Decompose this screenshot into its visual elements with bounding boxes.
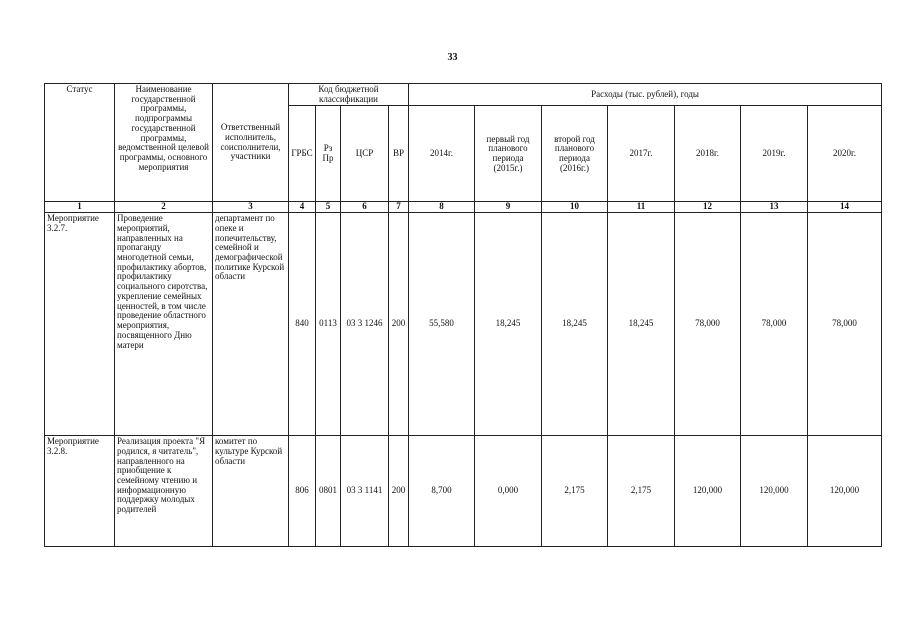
row-vr: 200: [389, 213, 409, 436]
row-value-2016: 2,175: [542, 436, 608, 547]
column-number: 11: [608, 202, 675, 213]
row-value-2014: 55,580: [409, 213, 475, 436]
header-csr: ЦСР: [341, 106, 389, 202]
row-name: Реализация проекта "Я родился, я читатель", направленного на приобщение к семейному чтению и информационную поддержку молодых родителей: [115, 436, 213, 547]
row-value-2018: 78,000: [675, 213, 741, 436]
header-vr: ВР: [389, 106, 409, 202]
header-grbs: ГРБС: [289, 106, 316, 202]
column-number: 12: [675, 202, 741, 213]
header-responsible: Ответственный исполнитель, соисполнители, участники: [213, 84, 289, 202]
row-status: Мероприятие 3.2.8.: [45, 436, 115, 547]
column-number: 14: [808, 202, 882, 213]
row-responsible: департамент по опеке и попечительству, семейной и демографической политике Курской области: [213, 213, 289, 436]
column-number: 13: [741, 202, 808, 213]
row-responsible: комитет по культуре Курской области: [213, 436, 289, 547]
header-name: Наименование государственной программы, подпрограммы государственной программы, ведомственной целевой программы, основного мероприятия: [115, 84, 213, 202]
row-value-2015: 18,245: [475, 213, 542, 436]
header-year-2015: первый год планового периода (2015г.): [475, 106, 542, 202]
page-number: 33: [447, 52, 458, 63]
row-status: Мероприятие 3.2.7.: [45, 213, 115, 436]
column-number: 1: [45, 202, 115, 213]
budget-table: [44, 83, 882, 547]
column-number: 8: [409, 202, 475, 213]
row-grbs: 840: [289, 213, 316, 436]
row-value-2020: 78,000: [808, 213, 882, 436]
row-value-2017: 18,245: [608, 213, 675, 436]
column-number: 7: [389, 202, 409, 213]
column-number: 5: [316, 202, 341, 213]
row-csr: 03 3 1141: [341, 436, 389, 547]
column-number: 10: [542, 202, 608, 213]
column-number: 4: [289, 202, 316, 213]
header-year-2018: 2018г.: [675, 106, 741, 202]
column-number: 6: [341, 202, 389, 213]
column-number-row: [45, 202, 882, 213]
header-rzpr: Рз Пр: [316, 106, 341, 202]
row-grbs: 806: [289, 436, 316, 547]
row-vr: 200: [389, 436, 409, 547]
row-value-2016: 18,245: [542, 213, 608, 436]
header-expenses: Расходы (тыс. рублей), годы: [409, 84, 882, 106]
row-name: Проведение мероприятий, направленных на пропаганду многодетной семьи, профилактику абортов, профилактику социального сиротства, укрепление семейных ценностей, в том числе проведение областного мероприятия, посвященного Дню матери: [115, 213, 213, 436]
column-number: 3: [213, 202, 289, 213]
header-budget-code: Код бюджетной классификации: [289, 84, 409, 106]
header-year-2019: 2019г.: [741, 106, 808, 202]
header-year-2020: 2020г.: [808, 106, 882, 202]
row-value-2018: 120,000: [675, 436, 741, 547]
header-year-2016: второй год планового периода (2016г.): [542, 106, 608, 202]
row-value-2019: 78,000: [741, 213, 808, 436]
column-number: 9: [475, 202, 542, 213]
row-value-2019: 120,000: [741, 436, 808, 547]
table-row: [45, 436, 882, 547]
table-row: [45, 213, 882, 436]
row-csr: 03 3 1246: [341, 213, 389, 436]
row-value-2017: 2,175: [608, 436, 675, 547]
column-number: 2: [115, 202, 213, 213]
row-rzpr: 0801: [316, 436, 341, 547]
header-status: Статус: [45, 84, 115, 202]
row-value-2014: 8,700: [409, 436, 475, 547]
header-year-2017: 2017г.: [608, 106, 675, 202]
row-rzpr: 0113: [316, 213, 341, 436]
row-value-2015: 0,000: [475, 436, 542, 547]
row-value-2020: 120,000: [808, 436, 882, 547]
header-year-2014: 2014г.: [409, 106, 475, 202]
